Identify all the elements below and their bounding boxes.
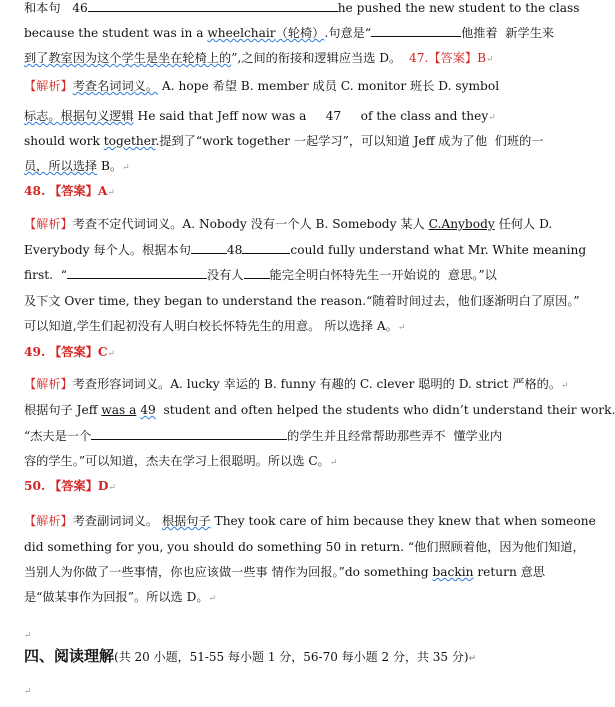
text: student and often helped the students who didn’t understand their work. (163, 403, 615, 417)
section-note: (共 20 小题，51-55 每小题 1 分，56-70 每小题 2 分，共 35 分) (114, 650, 469, 664)
text: B。 (97, 159, 123, 173)
line-2 (24, 25, 554, 41)
line-3: 到了教室因为这个学生是坐在轮椅上的”,之间的衔接和逻辑应当选 D。 47.【答案】B↵ (24, 51, 494, 65)
text: 根据句子 Jeff (24, 403, 98, 417)
text: 能完全明白怀特先生一开始说的 (269, 268, 441, 282)
text: 容的学生。”可以知道，杰夫在学习上很聪明。所以选 C。 (24, 454, 330, 468)
line-7: 员，所以选择 B。↵ (24, 159, 130, 173)
text: 到了教室因为这个学生是坐在轮椅上的 (24, 51, 232, 65)
text: 当别人为你做了一些事情，你也应该做一些事 情作为回报。”do something (24, 565, 429, 579)
text: 懂学业内 (453, 429, 503, 443)
paragraph-mark: ↵ (24, 687, 32, 697)
text: （轮椅） (275, 26, 325, 40)
line-22 (24, 564, 545, 580)
text: “ (60, 268, 67, 282)
blank-line (244, 267, 270, 279)
blank-line (191, 242, 227, 254)
question-number: 50. (24, 479, 46, 493)
line-8: 48. 【答案】A↵ (24, 184, 115, 198)
question-number: 49. (24, 345, 46, 359)
text: 新学生来 (505, 26, 555, 40)
line-21 (24, 539, 585, 555)
text: backin (432, 565, 474, 579)
text: .句意是“ (324, 26, 372, 40)
question-number: 47. (408, 51, 429, 65)
line-4 (24, 78, 499, 94)
text: first. (24, 268, 53, 282)
text: 考查不定代词词义。A. Nobody 没有一个人 B. Somebody 某人 (72, 217, 425, 231)
text: 及下文 Over time, they began to understand the reason.“随着时间过去，他们逐渐明白了原因。” (24, 294, 580, 308)
line-6 (24, 133, 544, 149)
text: 员，所以选择 (24, 159, 98, 173)
text: was a (101, 403, 137, 417)
text: 48 (226, 243, 243, 257)
text: did something for you, you should do something 50 in return. “他们照顾着他，因为他们知道， (24, 540, 585, 554)
text: because the student was in a (24, 26, 204, 40)
answer-label: 【答案】C (49, 345, 108, 359)
text: 可以知道,学生们起初没有人明白校长怀特先生的用意。 所以选择 A。 (24, 319, 398, 333)
line-9 (24, 216, 552, 232)
text: 标志。根据句义逻辑 (24, 109, 134, 123)
text: 考查形容词词义。A. lucky 幸运的 B. funny 有趣的 C. clever 聪明的 D. strict 严格的。 (72, 377, 562, 391)
line-19: 50. 【答案】D↵ (24, 479, 116, 493)
blank-line (242, 242, 290, 254)
answer-label: 【答案】A (49, 184, 108, 198)
line-15: 【解析】考查形容词词义。A. lucky 幸运的 B. funny 有趣的 C. clever 聪明的 D. strict 严格的。↵ (24, 377, 569, 391)
line-18: 容的学生。”可以知道，杰夫在学习上很聪明。所以选 C。↵ (24, 454, 338, 468)
analysis-label: 【解析】 (24, 217, 73, 231)
text: “杰夫是一个 (24, 429, 92, 443)
text: 们班的一 (494, 134, 544, 148)
text: 没有人 (206, 268, 244, 282)
blank-line (371, 25, 461, 37)
text: wheelchair (207, 26, 276, 40)
section-title: 四、阅读理解 (24, 647, 115, 665)
text: 47 (325, 109, 342, 123)
text: 他推着 (461, 26, 498, 40)
text: together (103, 134, 156, 148)
paragraph-mark: ↵ (24, 631, 32, 641)
section-heading: 四、阅读理解(共 20 小题，51-55 每小题 1 分，56-70 每小题 2 分，共 35 分)↵ (24, 647, 477, 665)
text: 和本句 (24, 1, 61, 15)
line-23: 是“做某事作为回报”。所以选 D。↵ (24, 590, 217, 604)
text: 意思。”以 (447, 268, 497, 282)
text: 46 (72, 1, 88, 15)
text: 的学生并且经常帮助那些弄不 (287, 429, 446, 443)
analysis-label: 【解析】 (24, 79, 73, 93)
text: 考查名词词义。 (72, 79, 159, 93)
text: he pushed the new student to the class (337, 1, 580, 15)
line-10 (24, 242, 586, 258)
blank-line (88, 0, 338, 12)
text: He said that Jeff now was a (133, 109, 307, 123)
line-12 (24, 293, 580, 309)
line-11 (24, 267, 497, 283)
text: should work (24, 134, 100, 148)
text: ”,之间的衔接和逻辑应当选 D。 (231, 51, 402, 65)
text: A. hope 希望 B. member 成员 C. monitor 班长 D. symbol (158, 79, 500, 93)
text: C.Anybody (428, 217, 495, 231)
question-number: 48. (24, 184, 46, 198)
text: 49 (140, 403, 156, 417)
answer-label: 【答案】B (428, 51, 487, 65)
answer-label: 【答案】D (49, 479, 109, 493)
text: 任何人 D. (494, 217, 553, 231)
text: Everybody 每个人。根据本句 (24, 243, 191, 257)
text: could fully understand what Mr. White meaning (290, 243, 587, 257)
text: 根据句子 (161, 514, 211, 528)
line-16 (24, 402, 615, 418)
text: return 意思 (473, 565, 546, 579)
line-1 (24, 0, 580, 16)
analysis-label: 【解析】 (24, 377, 73, 391)
line-17 (24, 428, 502, 444)
text: of the class and they (360, 109, 489, 123)
text: .提到了“work together 一起学习”，可以知道 Jeff 成为了他 (155, 134, 488, 148)
line-20 (24, 513, 596, 529)
text: 是“做某事作为回报”。所以选 D。 (24, 590, 209, 604)
text: 考查副词词义。 (72, 514, 159, 528)
blank-line (67, 267, 207, 279)
text: They took care of him because they knew that when someone (210, 514, 596, 528)
blank-line (91, 428, 287, 440)
analysis-label: 【解析】 (24, 514, 73, 528)
line-5: 标志。根据句义逻辑 He said that Jeff now was a 47 of the class and they↵ (24, 109, 496, 123)
line-14: 49. 【答案】C↵ (24, 345, 116, 359)
line-13: 可以知道,学生们起初没有人明白校长怀特先生的用意。 所以选择 A。↵ (24, 319, 406, 333)
